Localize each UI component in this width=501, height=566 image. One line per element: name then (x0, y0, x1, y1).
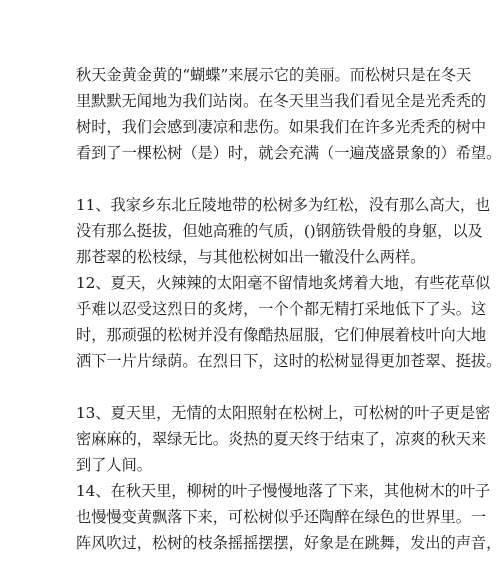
text-line: 没有那么挺拔，但她高雅的气质，()钢筋铁骨般的身躯，以及 (76, 222, 483, 240)
paragraph-11 (76, 192, 491, 270)
paragraph-13 (76, 400, 491, 478)
text-line: 那苍翠的松枝绿，与其他松树如出一辙没什么两样。 (76, 248, 426, 266)
paragraph-gap (76, 166, 436, 192)
text-line: 洒下一片片绿荫。在烈日下，这时的松树显得更加苍翠、挺拔。 (76, 352, 501, 370)
paragraph-12 (76, 270, 501, 374)
text-line: 秋天金黄金黄的“蝴蝶”来展示它的美丽。而松树只是在冬天 (76, 66, 472, 84)
paragraph-14 (76, 478, 501, 556)
text-line: 看到了一棵松树（是）时，就会充满（一遍茂盛景象的）希望。 (76, 144, 501, 162)
text-line: 阵风吹过，松树的枝条摇摇摆摆，好象是在跳舞，发出的声音， (76, 534, 501, 552)
text-line: 12、夏天，火辣辣的太阳毫不留情地炙烤着大地，有些花草似 (76, 274, 491, 292)
text-line: 密麻麻的，翠绿无比。炎热的夏天终于结束了，凉爽的秋天来 (76, 430, 487, 448)
text-line: 13、夏天里，无情的太阳照射在松树上，可松树的叶子更是密 (76, 404, 491, 422)
paragraph-gap (76, 374, 436, 400)
text-line: 14、在秋天里，柳树的叶子慢慢地落了下来，其他树木的叶子 (76, 482, 491, 500)
text-line: 到了人间。 (76, 456, 152, 474)
text-line: 里默默无闻地为我们站岗。在冬天里当我们看见全是光秃秃的 (76, 92, 487, 110)
paragraph-1 (76, 62, 501, 166)
text-line: 乎难以忍受这烈日的炙烤，一个个都无精打采地低下了头。这 (76, 300, 487, 318)
text-line: 时，那顽强的松树并没有像酷热屈服，它们伸展着枝叶向大地 (76, 326, 487, 344)
text-line: 11、我家乡东北丘陵地带的松树多为红松，没有那么高大，也 (76, 196, 491, 214)
text-line: 树时，我们会感到凄凉和悲伤。如果我们在许多光秃秃的树中 (76, 118, 487, 136)
text-line: 也慢慢变黄飘落下来，可松树似乎还陶醉在绿色的世界里。一 (76, 508, 487, 526)
document-body (76, 62, 501, 556)
